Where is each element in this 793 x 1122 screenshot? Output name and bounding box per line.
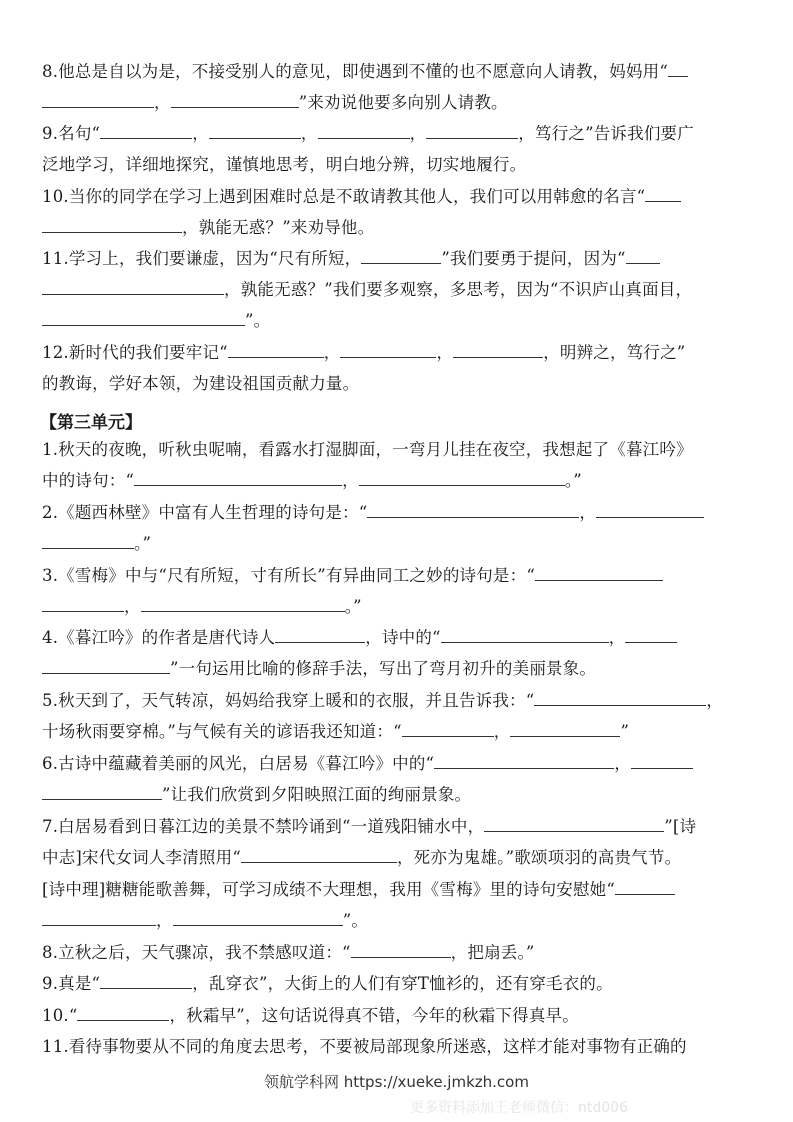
text: 10.当你的同学在学习上遇到困难时总是不敢请教其他人，我们可以用韩愈的名言“ bbox=[42, 187, 646, 206]
text: ， bbox=[323, 343, 341, 362]
question-8-line-1 bbox=[42, 62, 688, 82]
answer-blank[interactable] bbox=[228, 343, 324, 358]
question-8-line-2 bbox=[42, 93, 508, 113]
answer-blank[interactable] bbox=[173, 911, 343, 926]
text: 9.名句“ bbox=[42, 124, 101, 143]
text: ， bbox=[614, 754, 631, 773]
u3-question-4-line-2 bbox=[42, 659, 596, 679]
u3-question-6-line-2 bbox=[42, 785, 471, 805]
u3-question-5-line-2 bbox=[42, 722, 629, 742]
question-10-line-1 bbox=[42, 187, 681, 207]
text: ” bbox=[620, 722, 630, 741]
u3-question-5-line-1 bbox=[42, 691, 723, 711]
u3-question-9 bbox=[42, 974, 613, 994]
text: ，孰能无惑？”来劝导他。 bbox=[182, 218, 375, 237]
text: 9.真是“ bbox=[42, 974, 101, 993]
text: ， bbox=[192, 124, 209, 143]
text: 8.立秋之后，天气骤凉，我不禁感叹道：“ bbox=[42, 943, 351, 962]
text: ， bbox=[156, 911, 173, 930]
answer-blank[interactable] bbox=[351, 943, 451, 958]
answer-blank[interactable] bbox=[359, 471, 565, 486]
text: 8.他总是自以为是，不接受别人的意见，即使遇到不懂的也不愿意向人请教，妈妈用“ bbox=[42, 62, 668, 81]
text: 12.新时代的我们要牢记“ bbox=[42, 343, 228, 362]
u3-question-7-line-3 bbox=[42, 880, 675, 900]
answer-blank[interactable] bbox=[42, 659, 170, 674]
section-heading: 【第三单元】 bbox=[40, 413, 142, 433]
answer-blank[interactable] bbox=[100, 124, 192, 139]
u3-question-7-line-1 bbox=[42, 817, 696, 837]
u3-question-2-line-2 bbox=[42, 534, 151, 554]
u3-question-3-line-1 bbox=[42, 566, 663, 586]
text: 10.“ bbox=[42, 1006, 78, 1025]
text: ，笃行之”告诉我们要广 bbox=[518, 124, 694, 143]
text: ， bbox=[154, 93, 171, 112]
u3-question-10 bbox=[42, 1006, 579, 1026]
u3-question-6-line-1 bbox=[42, 754, 693, 774]
question-11-line-2 bbox=[42, 280, 692, 300]
question-10-line-2 bbox=[42, 218, 374, 238]
answer-blank[interactable] bbox=[134, 471, 342, 486]
text: ，把扇丢。” bbox=[450, 943, 535, 962]
answer-blank[interactable] bbox=[535, 566, 663, 581]
answer-blank[interactable] bbox=[426, 124, 518, 139]
answer-blank[interactable] bbox=[453, 343, 543, 358]
text: ，死亦为鬼雄。”歌颂项羽的高贵气节。 bbox=[396, 848, 682, 867]
text: ， bbox=[579, 503, 597, 522]
answer-blank[interactable] bbox=[626, 249, 660, 264]
text: 十场秋雨要穿棉。”与气候有关的谚语我还知道：“ bbox=[42, 722, 402, 741]
answer-blank[interactable] bbox=[340, 343, 436, 358]
u3-question-3-line-2 bbox=[42, 597, 362, 617]
text: ，明辨之，笃行之” bbox=[543, 343, 686, 362]
u3-question-11: 11.看待事物要从不同的角度去思考，不要被局部现象所迷惑，这样才能对事物有正确的 bbox=[42, 1037, 687, 1056]
text: ， bbox=[608, 628, 626, 647]
text: 中的诗句：“ bbox=[42, 471, 135, 490]
answer-blank[interactable] bbox=[484, 817, 664, 832]
u3-question-8 bbox=[42, 943, 535, 963]
text: [诗中理]糖糖能歌善舞，可学习成绩不大理想，我用《雪梅》里的诗句安慰她“ bbox=[42, 880, 616, 899]
question-9-line-1 bbox=[42, 124, 694, 144]
text: ， bbox=[493, 722, 511, 741]
u3-question-4-line-1 bbox=[42, 628, 677, 648]
text: 11.学习上，我们要谦虚，因为“尺有所短， bbox=[42, 249, 362, 268]
text: ， bbox=[409, 124, 427, 143]
answer-blank[interactable] bbox=[42, 785, 162, 800]
text: 中志]宋代女词人李清照用“ bbox=[42, 848, 241, 867]
watermark: 更多资料添加王老师微信：ntd006 bbox=[410, 1100, 628, 1116]
answer-blank[interactable] bbox=[42, 280, 224, 295]
answer-blank[interactable] bbox=[441, 628, 609, 643]
text: ”来劝说他要多向别人请教。 bbox=[298, 93, 508, 112]
text: ”。 bbox=[342, 911, 369, 930]
answer-blank[interactable] bbox=[141, 597, 345, 612]
u3-question-7-line-2 bbox=[42, 848, 681, 868]
text: ， bbox=[436, 343, 454, 362]
text: ”。 bbox=[245, 311, 271, 330]
answer-blank[interactable] bbox=[631, 754, 693, 769]
text: ， bbox=[124, 597, 141, 616]
text: 6.古诗中蕴藏着美丽的风光，白居易《暮江吟》中的“ bbox=[42, 754, 435, 773]
answer-blank[interactable] bbox=[367, 503, 579, 518]
answer-blank[interactable] bbox=[42, 534, 134, 549]
u3-question-7-line-4 bbox=[42, 911, 368, 931]
answer-blank[interactable] bbox=[42, 911, 156, 926]
answer-blank[interactable] bbox=[77, 1006, 169, 1021]
answer-blank[interactable] bbox=[100, 974, 192, 989]
answer-blank[interactable] bbox=[402, 722, 494, 737]
text: ”我们要勇于提问，因为“ bbox=[441, 249, 626, 268]
answer-blank[interactable] bbox=[275, 628, 365, 643]
u3-question-1-line-1: 1.秋天的夜晚，听秋虫呢喃，看露水打湿脚面，一弯月儿挂在夜空，我想起了《暮江吟》 bbox=[42, 440, 693, 459]
answer-blank[interactable] bbox=[42, 311, 245, 326]
text: 。” bbox=[564, 471, 582, 490]
u3-question-2-line-1 bbox=[42, 503, 704, 523]
footer-site-link[interactable]: 领航学科网 https://xueke.jmkzh.com bbox=[264, 1073, 529, 1091]
text: ，诗中的“ bbox=[365, 628, 441, 647]
text: ，秋霜早”，这句话说得真不错，今年的秋霜下得真早。 bbox=[169, 1006, 579, 1025]
answer-blank[interactable] bbox=[42, 93, 154, 108]
text: ”[诗 bbox=[664, 817, 697, 836]
question-12-line-1 bbox=[42, 343, 685, 363]
text: ， bbox=[300, 124, 318, 143]
text: 。” bbox=[134, 534, 152, 553]
answer-blank[interactable] bbox=[668, 62, 688, 77]
answer-blank[interactable] bbox=[596, 503, 704, 518]
text: 5.秋天到了，天气转凉，妈妈给我穿上暖和的衣服，并且告诉我：“ bbox=[42, 691, 535, 710]
text: ，乱穿衣”，大街上的人们有穿T恤衫的，还有穿毛衣的。 bbox=[192, 974, 613, 993]
u3-question-1-line-2 bbox=[42, 471, 582, 491]
text: ， bbox=[706, 691, 724, 710]
answer-blank[interactable] bbox=[209, 124, 301, 139]
text: ， bbox=[342, 471, 359, 490]
answer-blank[interactable] bbox=[42, 597, 124, 612]
question-12-line-2: 的教诲，学好本领，为建设祖国贡献力量。 bbox=[42, 374, 360, 393]
question-9-line-2: 泛地学习，详细地探究，谨慎地思考，明白地分辨，切实地履行。 bbox=[42, 155, 527, 174]
answer-blank[interactable] bbox=[241, 848, 397, 863]
text: ”让我们欣赏到夕阳映照江面的绚丽景象。 bbox=[162, 785, 472, 804]
text: 4.《暮江吟》的作者是唐代诗人 bbox=[42, 628, 276, 647]
answer-blank[interactable] bbox=[615, 880, 675, 895]
text: ”一句运用比喻的修辞手法，写出了弯月初升的美丽景象。 bbox=[170, 659, 597, 678]
answer-blank[interactable] bbox=[625, 628, 677, 643]
question-11-line-3 bbox=[42, 311, 270, 331]
text: 。” bbox=[344, 597, 362, 616]
text: 2.《题西林壁》中富有人生哲理的诗句是：“ bbox=[42, 503, 368, 522]
text: 7.白居易看到日暮江边的美景不禁吟诵到“一道残阳铺水中， bbox=[42, 817, 485, 836]
question-11-line-1 bbox=[42, 249, 660, 269]
answer-blank[interactable] bbox=[318, 124, 410, 139]
answer-blank[interactable] bbox=[361, 249, 441, 264]
answer-blank[interactable] bbox=[171, 93, 299, 108]
answer-blank[interactable] bbox=[434, 754, 614, 769]
text: 3.《雪梅》中与“尺有所短，寸有所长”有异曲同工之妙的诗句是：“ bbox=[42, 566, 535, 585]
answer-blank[interactable] bbox=[534, 691, 706, 706]
answer-blank[interactable] bbox=[42, 218, 182, 233]
answer-blank[interactable] bbox=[645, 187, 681, 202]
answer-blank[interactable] bbox=[510, 722, 620, 737]
text: ，孰能无惑？”我们要多观察，多思考，因为“不识庐山真面目， bbox=[224, 280, 693, 299]
